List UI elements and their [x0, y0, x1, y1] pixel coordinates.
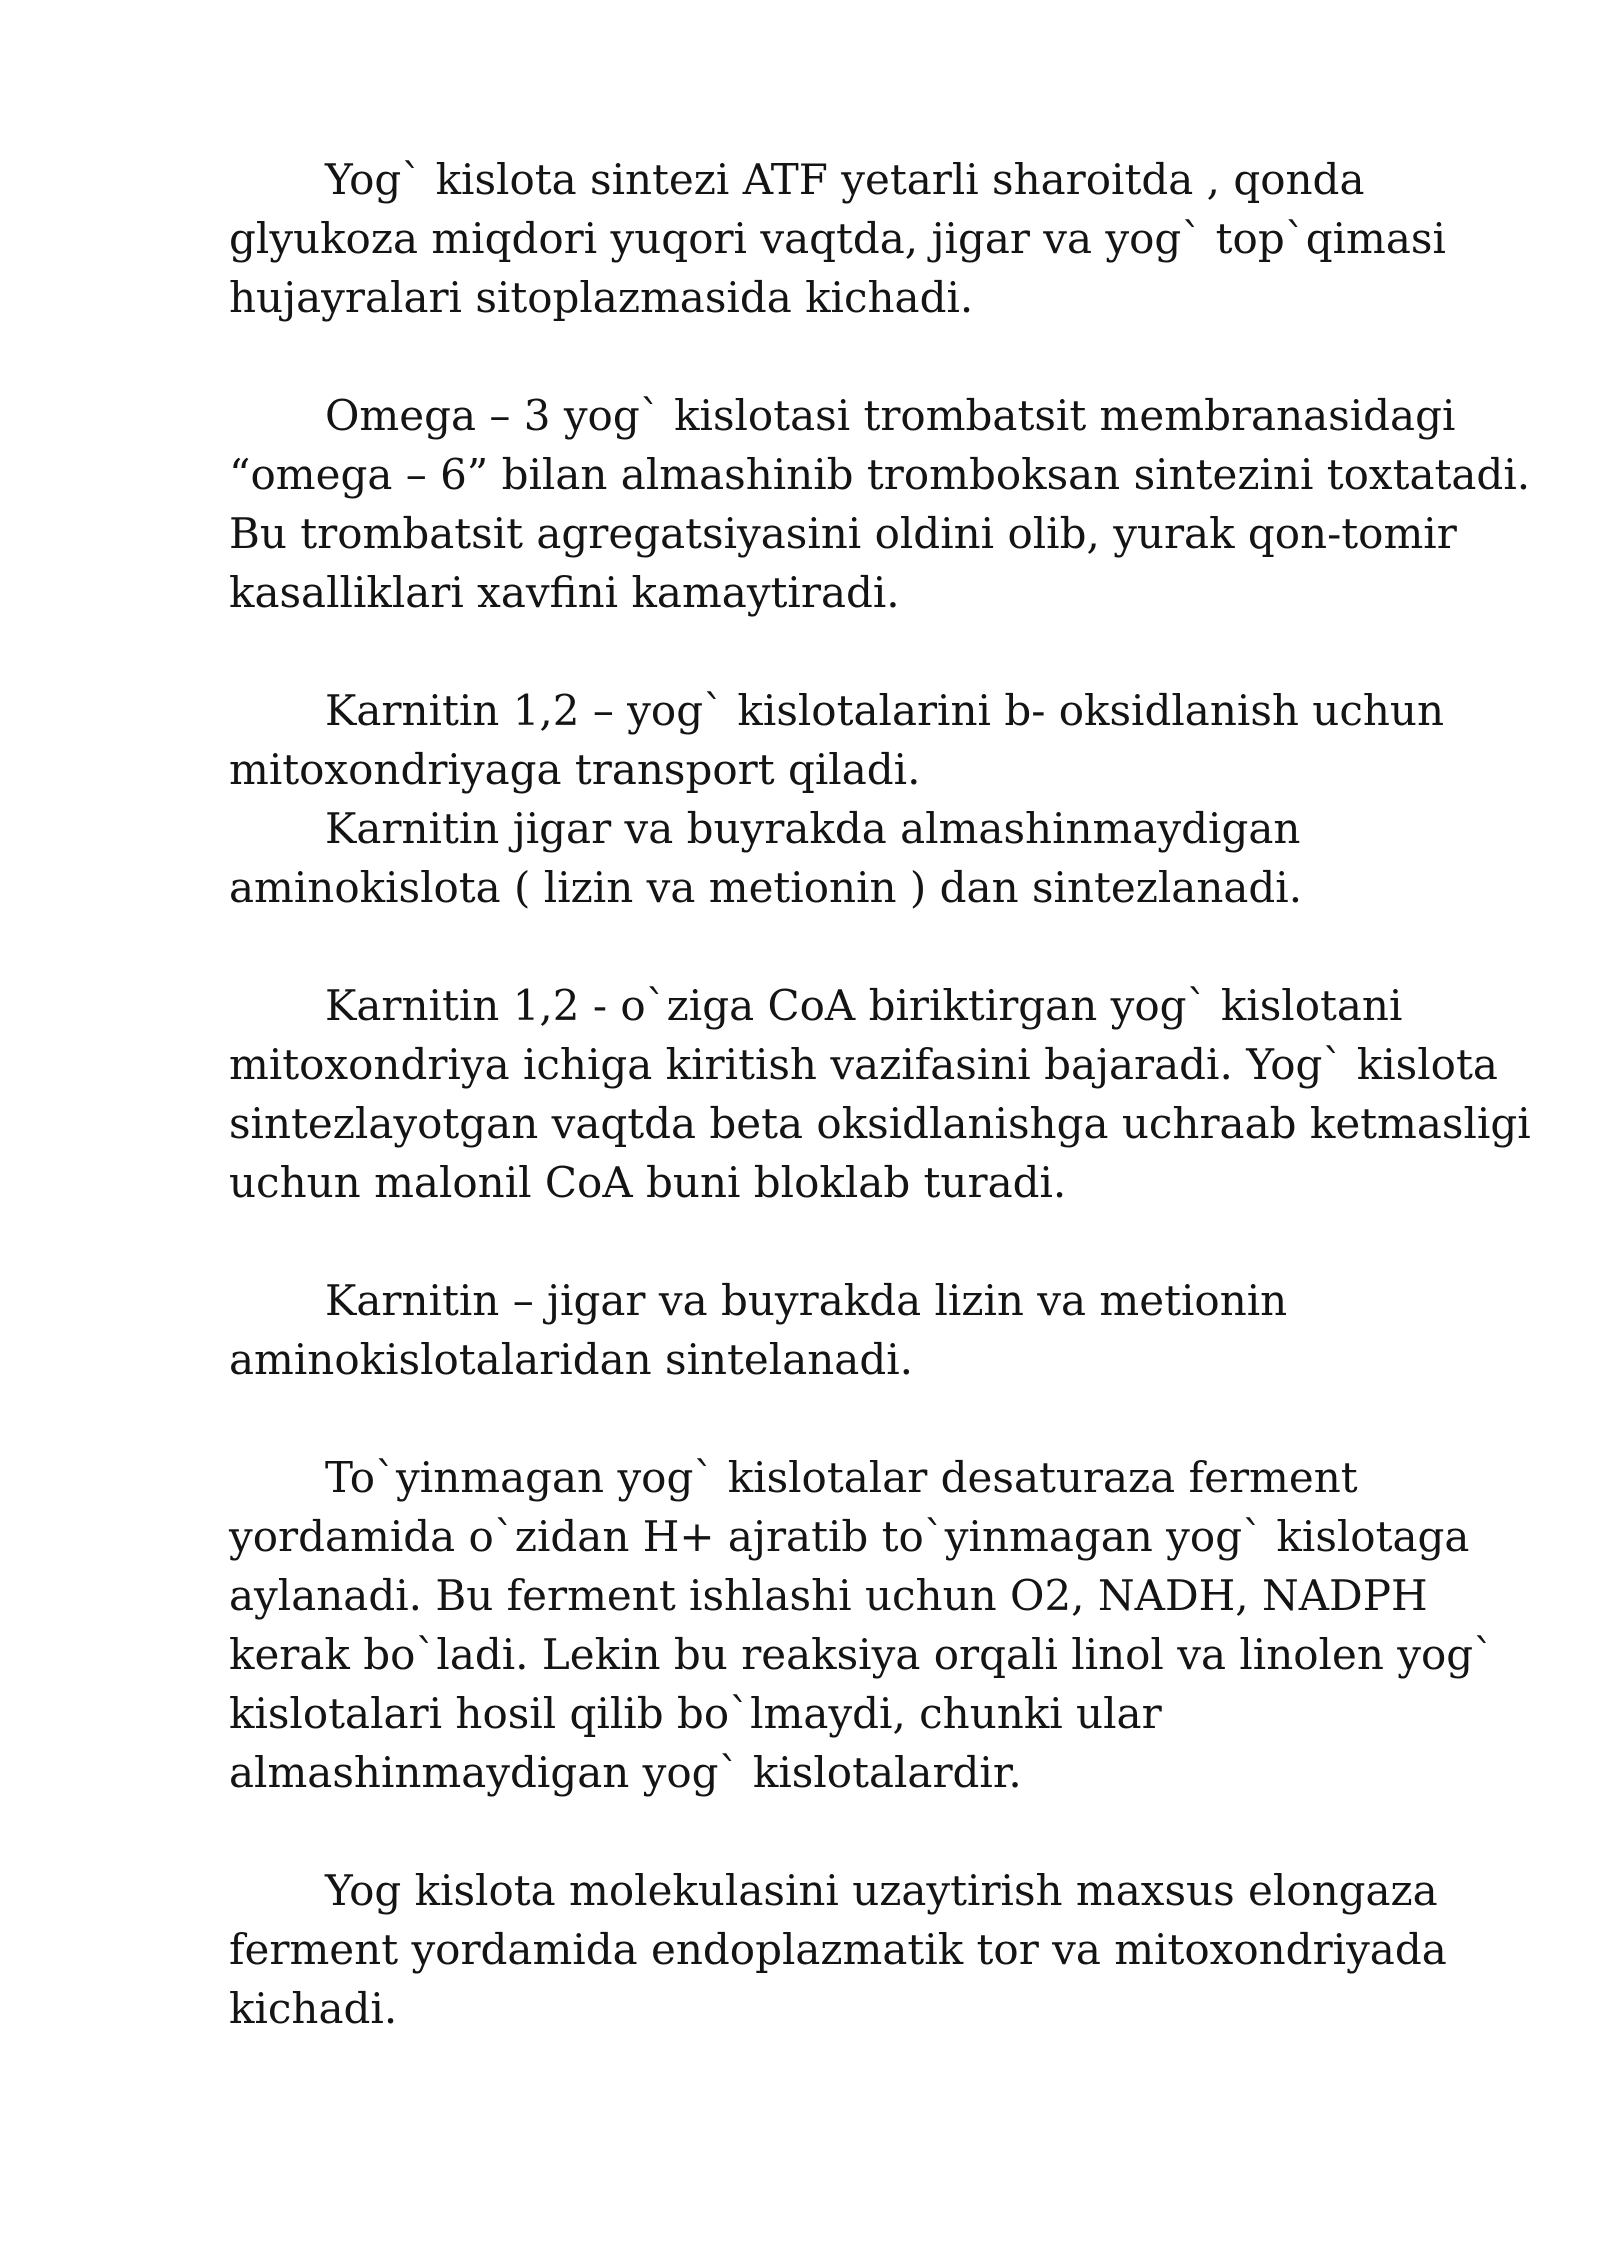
paragraph-gap [229, 1212, 1519, 1271]
text-line: glyukoza miqdori yuqori vaqtda, jigar va yog` top`qimasi [229, 214, 1446, 263]
document-page [229, 150, 1531, 2038]
paragraph-gap [229, 327, 1519, 386]
paragraph-fatty-acid-synthesis [229, 150, 1519, 327]
text-line: aminokislotalaridan sintelanadi. [229, 1335, 914, 1384]
text-line: Karnitin jigar va buyrakda almashinmaydigan [325, 804, 1301, 853]
text-line: uchun malonil CoA buni bloklab turadi. [229, 1158, 1067, 1207]
text-line: ferment yordamida endoplazmatik tor va mitoxondriyada [229, 1925, 1447, 1974]
paragraph-desaturase [229, 1448, 1519, 1802]
text-line: hujayralari sitoplazmasida kichadi. [229, 273, 974, 322]
text-line: Yog kislota molekulasini uzaytirish maxsus elongaza [325, 1866, 1438, 1915]
paragraph-elongase [229, 1861, 1519, 2038]
text-line: almashinmaydigan yog` kislotalardir. [229, 1748, 1022, 1797]
text-line: yordamida o`zidan H+ ajratib to`yinmagan yog` kislotaga [229, 1512, 1470, 1561]
paragraph-karnitin-amino [229, 1271, 1519, 1389]
paragraph-gap [229, 1802, 1519, 1861]
text-line: kerak bo`ladi. Lekin bu reaksiya orqali linol va linolen yog` [229, 1630, 1495, 1679]
text-line: Bu trombatsit agregatsiyasini oldini olib, yurak qon-tomir [229, 509, 1457, 558]
text-line: Yog` kislota sintezi ATF yetarli sharoitda , qonda [325, 155, 1365, 204]
paragraph-karnitin-transport [229, 681, 1519, 799]
text-line: kasalliklari xavfini kamaytiradi. [229, 568, 900, 617]
text-line: “omega – 6” bilan almashinib tromboksan sintezini toxtatadi. [229, 450, 1531, 499]
text-line: Karnitin 1,2 - o`ziga CoA biriktirgan yog` kislotani [325, 981, 1403, 1030]
text-line: aylanadi. Bu ferment ishlashi uchun O2, NADH, NADPH [229, 1571, 1428, 1620]
text-line: sintezlayotgan vaqtda beta oksidlanishga uchraab ketmasligi [229, 1099, 1531, 1148]
text-line: Omega – 3 yog` kislotasi trombatsit membranasidagi [325, 391, 1456, 440]
text-line: mitoxondriyaga transport qiladi. [229, 745, 921, 794]
text-line: kislotalari hosil qilib bo`lmaydi, chunki ular [229, 1689, 1162, 1738]
paragraph-karnitin-coa [229, 976, 1531, 1212]
paragraph-gap [229, 622, 1519, 681]
paragraph-karnitin-synthesis [229, 799, 1519, 917]
text-line: mitoxondriya ichiga kiritish vazifasini bajaradi. Yog` kislota [229, 1040, 1498, 1089]
text-line: Karnitin – jigar va buyrakda lizin va metionin [325, 1276, 1288, 1325]
paragraph-gap [229, 1389, 1519, 1448]
text-line: kichadi. [229, 1984, 398, 2033]
paragraph-gap [229, 917, 1519, 976]
text-line: Karnitin 1,2 – yog` kislotalarini b- oksidlanish uchun [325, 686, 1444, 735]
text-line: To`yinmagan yog` kislotalar desaturaza ferment [325, 1453, 1358, 1502]
text-line: aminokislota ( lizin va metionin ) dan sintezlanadi. [229, 863, 1303, 912]
paragraph-omega-3 [229, 386, 1531, 622]
